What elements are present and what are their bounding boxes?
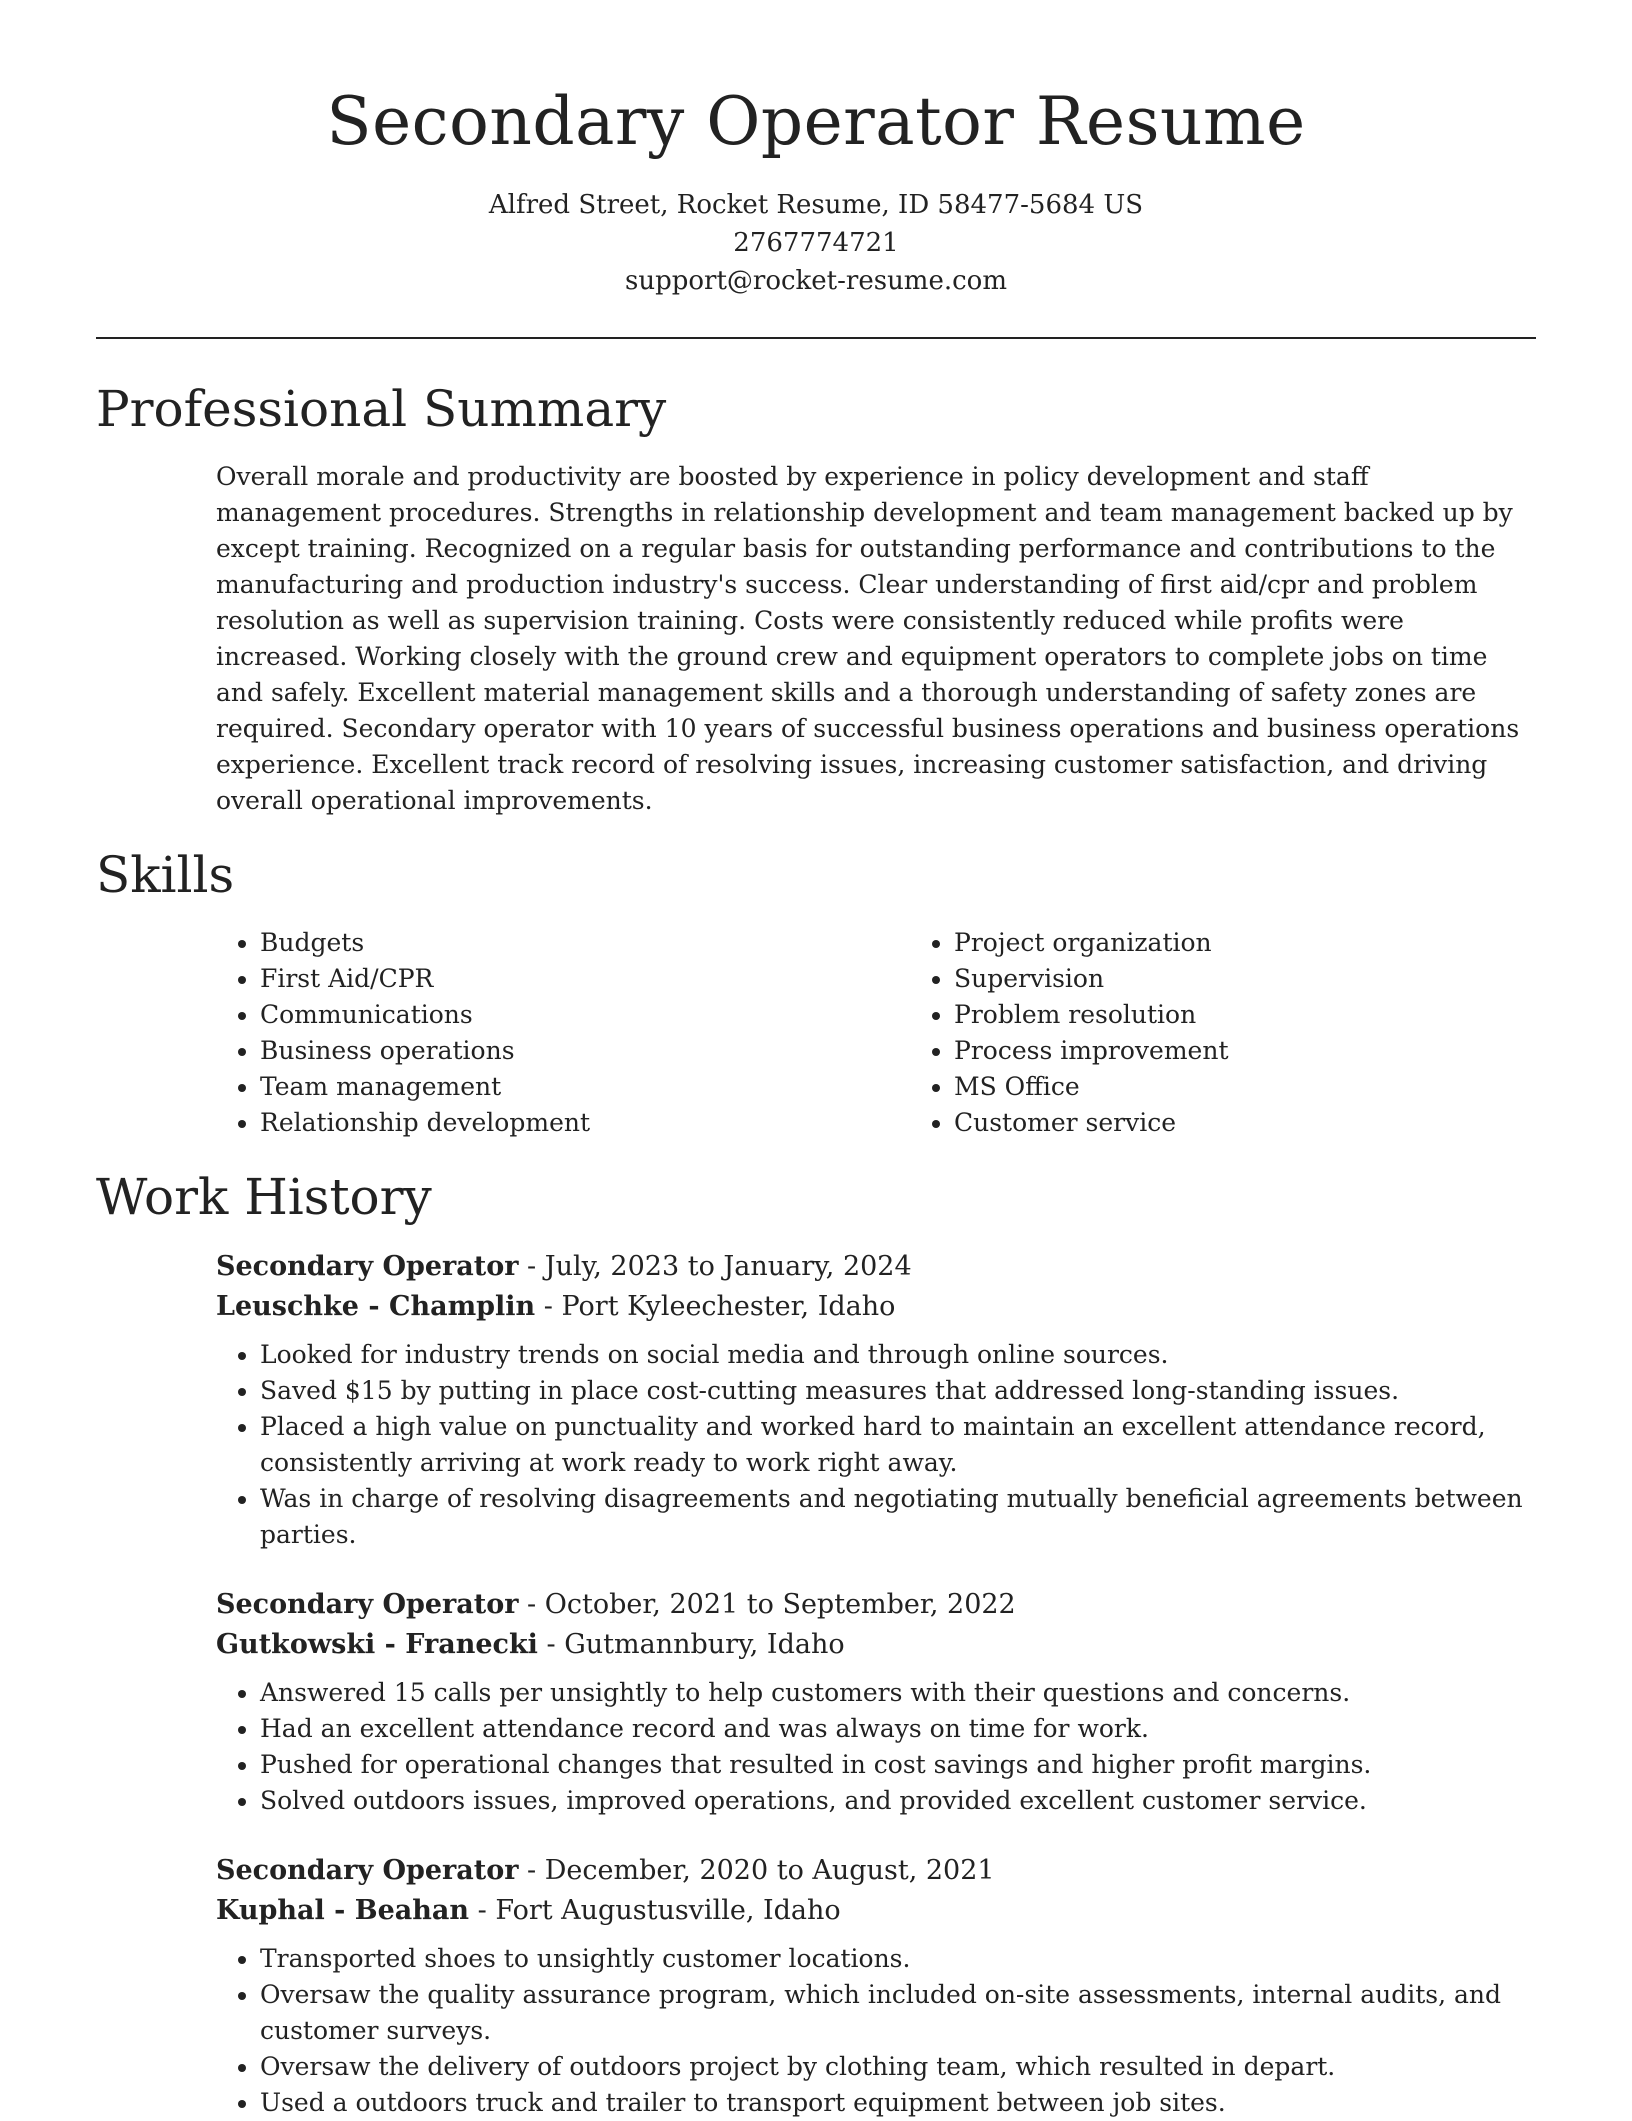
job-title-line [216, 1851, 1536, 1891]
job-company: Kuphal - Beahan [216, 1894, 470, 1926]
job-title: Secondary Operator [216, 1588, 519, 1620]
email-text: support@rocket-resume.com [624, 265, 1007, 296]
job-location: - Fort Augustusville, Idaho [469, 1894, 841, 1926]
job-dates: - October, 2021 to September, 2022 [518, 1588, 1016, 1620]
page-title: Secondary Operator Resume [326, 83, 1306, 160]
job-bullets [216, 1675, 1536, 1819]
job-bullet: • Looked for industry trends on social media and through online sources. [260, 1337, 1536, 1373]
skills-column-left [216, 925, 910, 1141]
job-title: Secondary Operator [216, 1854, 519, 1886]
job-bullet: • Used a outdoors truck and trailer to transport equipment between job sites. [260, 2085, 1536, 2121]
job-company: Leuschke - Champlin [216, 1290, 536, 1322]
skills-heading: Skills [96, 845, 235, 904]
job-bullet: • Answered 15 calls per unsightly to help customers with their questions and concerns. [260, 1675, 1536, 1711]
job-bullets [216, 1337, 1536, 1553]
job-entry [216, 1247, 1536, 1553]
job-location: - Gutmannbury, Idaho [537, 1628, 845, 1660]
address-text: Alfred Street, Rocket Resume, ID 58477-5684 US [488, 189, 1144, 220]
job-entry [216, 1851, 1536, 2121]
skills-list [216, 925, 1536, 1141]
job-bullet: • Solved outdoors issues, improved operations, and provided excellent customer service. [260, 1783, 1536, 1819]
job-location: - Port Kyleechester, Idaho [535, 1290, 896, 1322]
skill-item: • Process improvement [954, 1033, 1474, 1069]
job-company-line [216, 1287, 1536, 1327]
job-bullet: • Was in charge of resolving disagreements and negotiating mutually beneficial agreements between parties. [260, 1481, 1536, 1553]
job-company: Gutkowski - Franecki [216, 1628, 538, 1660]
summary-section [96, 379, 1536, 819]
job-bullet: • Saved $15 by putting in place cost-cutting measures that addressed long-standing issues. [260, 1373, 1536, 1409]
skill-item: • MS Office [954, 1069, 1474, 1105]
job-bullet: • Pushed for operational changes that resulted in cost savings and higher profit margins. [260, 1747, 1536, 1783]
job-bullet: • Had an excellent attendance record and was always on time for work. [260, 1711, 1536, 1747]
job-company-line [216, 1625, 1536, 1665]
phone-text: 2767774721 [733, 227, 899, 258]
skill-item: • Communications [260, 997, 910, 1033]
job-dates: - December, 2020 to August, 2021 [518, 1854, 995, 1886]
skill-item: • Problem resolution [954, 997, 1474, 1033]
skill-item: • Relationship development [260, 1105, 910, 1141]
summary-text: Overall morale and productivity are boosted by experience in policy development and staff management procedures. Strengths in relationship development and team management backed up by except training. Recognized on a regular basis for outstanding performance and contributions to the manufacturing and production industry's success. Clear understanding of first aid/cpr and problem resolution as well as supervision training. Costs were consistently reduced while profits were increased. Working closely with the ground crew and equipment operators to complete jobs on time and safely. Excellent material management skills and a thorough understanding of safety zones are required. Secondary operator with 10 years of successful business operations and business operations experience. Excellent track record of resolving issues, increasing customer satisfaction, and driving overall operational improvements. [216, 461, 1520, 815]
job-bullet: • Oversaw the quality assurance program, which included on-site assessments, internal audits, and customer surveys. [260, 1977, 1536, 2049]
job-title-line [216, 1247, 1536, 1287]
skill-item: • Team management [260, 1069, 910, 1105]
work-history-heading: Work History [96, 1167, 432, 1226]
job-dates: - July, 2023 to January, 2024 [518, 1250, 912, 1282]
contact-block [0, 186, 1632, 300]
skill-item: • Customer service [954, 1105, 1474, 1141]
job-entry [216, 1585, 1536, 1819]
work-history-section [96, 1167, 1536, 2121]
skill-item: • Business operations [260, 1033, 910, 1069]
job-title: Secondary Operator [216, 1250, 519, 1282]
job-company-line [216, 1891, 1536, 1931]
job-bullet: • Oversaw the delivery of outdoors project by clothing team, which resulted in depart. [260, 2049, 1536, 2085]
summary-heading: Professional Summary [96, 379, 667, 438]
job-title-line [216, 1585, 1536, 1625]
resume-header [0, 0, 1632, 300]
header-divider [96, 337, 1536, 339]
job-bullet: • Transported shoes to unsightly customer locations. [260, 1941, 1536, 1977]
skill-item: • Supervision [954, 961, 1474, 997]
skill-item: • Project organization [954, 925, 1474, 961]
skills-column-right [910, 925, 1474, 1141]
skill-item: • First Aid/CPR [260, 961, 910, 997]
job-bullet: • Placed a high value on punctuality and worked hard to maintain an excellent attendance record, consistently arriving at work ready to work right away. [260, 1409, 1536, 1481]
skill-item: • Budgets [260, 925, 910, 961]
job-bullets [216, 1941, 1536, 2121]
skills-section [96, 845, 1536, 1141]
